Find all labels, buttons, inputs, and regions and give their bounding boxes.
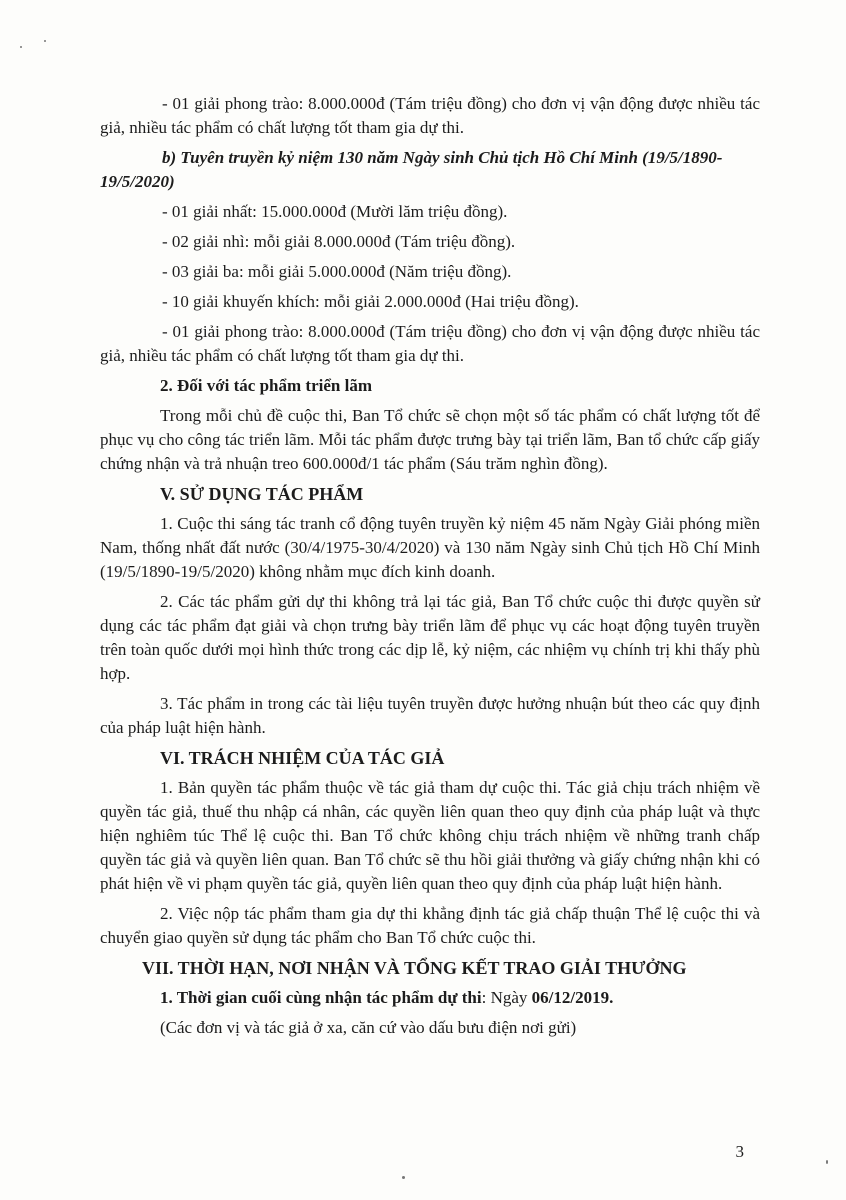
exhibition-paragraph: Trong mỗi chủ đề cuộc thi, Ban Tổ chức sẽ chọn một số tác phẩm có chất lượng tốt để phục vụ cho công tác triển lãm. Mỗi tác phẩm được trưng bày tại triển lãm, Ban tổ chức cấp giấy chứng nhận và trả nhuận treo 600.000đ/1 tác phẩm (Sáu trăm nghìn đồng). <box>100 406 760 473</box>
prize-second: - 02 giải nhì: mỗi giải 8.000.000đ (Tám triệu đồng). <box>162 232 516 251</box>
page-number: 3 <box>735 1142 744 1161</box>
section-vii-heading: VII. THỜI HẠN, NƠI NHẬN VÀ TỔNG KẾT TRAO GIẢI THƯỞNG <box>142 958 687 978</box>
section-v-item-1: 1. Cuộc thi sáng tác tranh cổ động tuyên truyền kỷ niệm 45 năm Ngày Giải phóng miền Nam, thống nhất đất nước (30/4/1975-30/4/2020) và 130 năm Ngày sinh Chủ tịch Hồ Chí Minh (19/5/1890-19/5/2020) không nhằm mục đích kinh doanh. <box>100 514 760 581</box>
prize-movement-award-a: - 01 giải phong trào: 8.000.000đ (Tám triệu đồng) cho đơn vị vận động được nhiều tác giả, nhiều tác phẩm có chất lượng tốt tham gia dự thi. <box>100 94 760 137</box>
deadline-label: 1. Thời gian cuối cùng nhận tác phẩm dự thi <box>160 988 482 1007</box>
prize-first: - 01 giải nhất: 15.000.000đ (Mười lăm triệu đồng). <box>162 202 508 221</box>
subsection-b-heading: b) Tuyên truyền kỷ niệm 130 năm Ngày sinh Chủ tịch Hồ Chí Minh (19/5/1890-19/5/2020) <box>100 148 723 191</box>
section-v-heading: V. SỬ DỤNG TÁC PHẨM <box>160 484 364 504</box>
scan-speck <box>402 1176 405 1179</box>
section-v-item-2: 2. Các tác phẩm gửi dự thi không trả lại tác giả, Ban Tổ chức cuộc thi được quyền sử dụng các tác phẩm đạt giải và chọn trưng bày triển lãm để phục vụ các hoạt động tuyên truyền trên toàn quốc dưới mọi hình thức trong các dịp lễ, kỷ niệm, các nhiệm vụ chính trị khi thấy phù hợp. <box>100 592 760 683</box>
section-vi-item-1: 1. Bản quyền tác phẩm thuộc về tác giả tham dự cuộc thi. Tác giả chịu trách nhiệm về quyền tác giả, thuế thu nhập cá nhân, các quyền liên quan theo quy định của pháp luật và thực hiện nghiêm túc Thể lệ cuộc thi. Ban Tổ chức không chịu trách nhiệm về những tranh chấp quyền tác giả và quyền liên quan. Ban Tổ chức sẽ thu hồi giải thưởng và giấy chứng nhận khi có phát hiện về vi phạm quyền tác giả, quyền liên quan theo quy định của pháp luật hiện hành. <box>100 778 760 893</box>
scan-speck <box>44 40 46 42</box>
section-vi-item-2: 2. Việc nộp tác phẩm tham gia dự thi khẳng định tác giả chấp thuận Thể lệ cuộc thi và chuyển giao quyền sử dụng tác phẩm cho Ban Tổ chức cuộc thi. <box>100 904 760 947</box>
section-vii-item-1 <box>100 986 760 1010</box>
postmark-note: (Các đơn vị và tác giả ở xa, căn cứ vào dấu bưu điện nơi gửi) <box>160 1018 577 1037</box>
section-vi-heading: VI. TRÁCH NHIỆM CỦA TÁC GIẢ <box>160 748 445 768</box>
section-v-item-3: 3. Tác phẩm in trong các tài liệu tuyên truyền được hưởng nhuận bút theo các quy định của pháp luật hiện hành. <box>100 694 760 737</box>
prize-third: - 03 giải ba: mỗi giải 5.000.000đ (Năm triệu đồng). <box>162 262 512 281</box>
deadline-date: 06/12/2019. <box>531 988 614 1007</box>
exhibition-heading: 2. Đối với tác phẩm triển lãm <box>160 376 372 395</box>
deadline-separator: : Ngày <box>481 988 532 1007</box>
prize-movement-award-b: - 01 giải phong trào: 8.000.000đ (Tám triệu đồng) cho đơn vị vận động được nhiều tác giả, nhiều tác phẩm có chất lượng tốt tham gia dự thi. <box>100 322 760 365</box>
scan-speck <box>826 1160 828 1164</box>
scan-speck <box>20 46 22 48</box>
prize-encouragement: - 10 giải khuyến khích: mỗi giải 2.000.000đ (Hai triệu đồng). <box>162 292 579 311</box>
